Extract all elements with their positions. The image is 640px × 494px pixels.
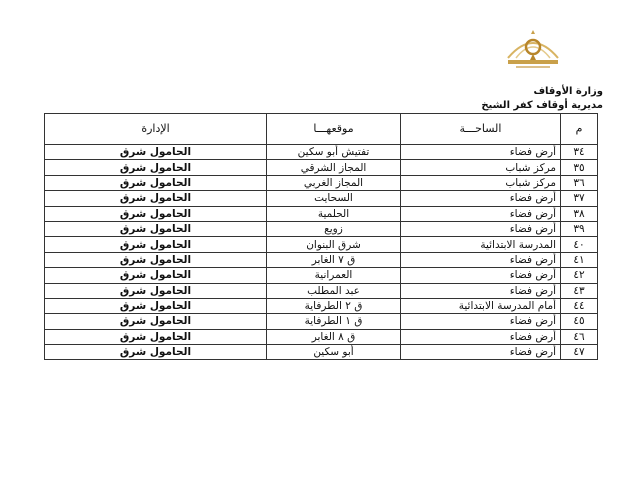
square-cell: أرض فضاء xyxy=(401,221,561,236)
location-cell: تفتيش أبو سكين xyxy=(267,145,401,160)
square-cell: أرض فضاء xyxy=(401,252,561,267)
administration-cell: الحامول شرق xyxy=(45,283,267,298)
row-number: ٤٢ xyxy=(561,268,598,283)
location-cell: زويع xyxy=(267,221,401,236)
table-row xyxy=(45,221,598,236)
table-row xyxy=(45,329,598,344)
row-number: ٤٠ xyxy=(561,237,598,252)
table-row xyxy=(45,252,598,267)
administration-cell: الحامول شرق xyxy=(45,145,267,160)
table-row xyxy=(45,298,598,313)
table-row xyxy=(45,268,598,283)
location-cell: شرق البنوان xyxy=(267,237,401,252)
squares-table xyxy=(44,113,598,360)
administration-cell: الحامول شرق xyxy=(45,314,267,329)
header-location: موقعهـــا xyxy=(267,114,401,145)
row-number: ٤٥ xyxy=(561,314,598,329)
square-cell: مركز شباب xyxy=(401,175,561,190)
administration-cell: الحامول شرق xyxy=(45,221,267,236)
row-number: ٤٤ xyxy=(561,298,598,313)
square-cell: أرض فضاء xyxy=(401,191,561,206)
administration-cell: الحامول شرق xyxy=(45,175,267,190)
administration-cell: الحامول شرق xyxy=(45,329,267,344)
location-cell: أبو سكين xyxy=(267,345,401,360)
administration-cell: الحامول شرق xyxy=(45,237,267,252)
directorate-name: مديرية أوقاف كفر الشيخ xyxy=(481,100,603,111)
row-number: ٤٦ xyxy=(561,329,598,344)
table-row xyxy=(45,191,598,206)
table-row xyxy=(45,345,598,360)
square-cell: أرض فضاء xyxy=(401,206,561,221)
administration-cell: الحامول شرق xyxy=(45,206,267,221)
location-cell: ق ١ الطرفاية xyxy=(267,314,401,329)
header-number: م xyxy=(561,114,598,145)
row-number: ٤٣ xyxy=(561,283,598,298)
square-cell: أرض فضاء xyxy=(401,345,561,360)
location-cell: العمرانية xyxy=(267,268,401,283)
header-administration: الإدارة xyxy=(45,114,267,145)
table-row xyxy=(45,206,598,221)
location-cell: ق ٧ الغابر xyxy=(267,252,401,267)
square-cell: مركز شباب xyxy=(401,160,561,175)
table-row xyxy=(45,160,598,175)
square-cell: أرض فضاء xyxy=(401,268,561,283)
location-cell: المجاز الغربي xyxy=(267,175,401,190)
row-number: ٣٦ xyxy=(561,175,598,190)
location-cell: ق ٢ الطرفاية xyxy=(267,298,401,313)
location-cell: عبد المطلب xyxy=(267,283,401,298)
square-cell: أمام المدرسة الابتدائية xyxy=(401,298,561,313)
row-number: ٣٤ xyxy=(561,145,598,160)
row-number: ٣٩ xyxy=(561,221,598,236)
table-row xyxy=(45,145,598,160)
row-number: ٣٨ xyxy=(561,206,598,221)
square-cell: المدرسة الابتدائية xyxy=(401,237,561,252)
square-cell: أرض فضاء xyxy=(401,314,561,329)
location-cell: الحلمية xyxy=(267,206,401,221)
row-number: ٤١ xyxy=(561,252,598,267)
row-number: ٣٥ xyxy=(561,160,598,175)
administration-cell: الحامول شرق xyxy=(45,252,267,267)
table-header-row xyxy=(45,114,598,145)
administration-cell: الحامول شرق xyxy=(45,298,267,313)
location-cell: ق ٨ الغابر xyxy=(267,329,401,344)
administration-cell: الحامول شرق xyxy=(45,191,267,206)
location-cell: المجاز الشرقي xyxy=(267,160,401,175)
administration-cell: الحامول شرق xyxy=(45,345,267,360)
header-square: الساحـــة xyxy=(401,114,561,145)
table-row xyxy=(45,237,598,252)
row-number: ٣٧ xyxy=(561,191,598,206)
location-cell: السحايت xyxy=(267,191,401,206)
administration-cell: الحامول شرق xyxy=(45,160,267,175)
ministry-emblem-icon xyxy=(498,22,568,70)
ministry-name: وزارة الأوقاف xyxy=(533,86,603,97)
table-row xyxy=(45,314,598,329)
square-cell: أرض فضاء xyxy=(401,145,561,160)
square-cell: أرض فضاء xyxy=(401,329,561,344)
administration-cell: الحامول شرق xyxy=(45,268,267,283)
square-cell: أرض فضاء xyxy=(401,283,561,298)
row-number: ٤٧ xyxy=(561,345,598,360)
table-row xyxy=(45,283,598,298)
table-row xyxy=(45,175,598,190)
